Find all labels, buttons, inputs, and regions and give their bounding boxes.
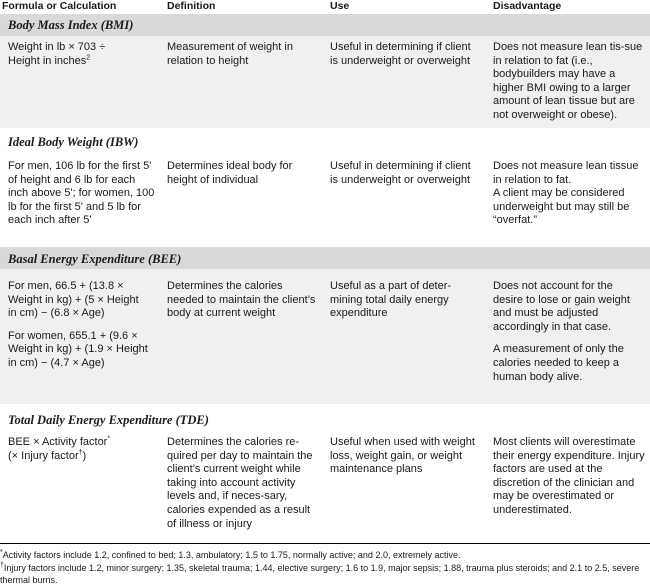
header-formula: Formula or Calculation bbox=[2, 0, 117, 12]
bee-formula-men: For men, 66.5 + (13.8 × Weight in kg) + (5 × Height in cm) − (6.8 × Age) bbox=[8, 280, 139, 320]
bee-disadvantage-1: Does not account for the desire to lose or gain weight and must be adjusted accordingly in that case. bbox=[493, 280, 630, 333]
bee-definition: Determines the calories needed to maintain the client’s body at current weight bbox=[167, 280, 316, 320]
footnote-activity: *Activity factors include 1.2, confined to bed; 1.3, ambulatory; 1.5 to 1.75, normally active; and 2.0, extremely active. bbox=[0, 549, 461, 560]
bee-formula bbox=[8, 280, 148, 371]
bmi-formula: Weight in lb × 703 ÷ Height in inches$^2$ bbox=[8, 41, 106, 67]
ibw-disadvantage-2: A client may be considered underweight but may still be “overfat.” bbox=[493, 187, 630, 227]
section-title-bee: Basal Energy Expenditure (BEE) bbox=[8, 252, 182, 266]
table-bottom-rule bbox=[0, 543, 650, 544]
bee-formula-women: For women, 655.1 + (9.6 × Weight in kg) + (1.9 × Height in cm) − (4.7 × Age) bbox=[8, 329, 148, 369]
ibw-disadvantage-1: Does not measure lean tissue in relation to fat. bbox=[493, 160, 639, 186]
section-title-ibw: Ideal Body Weight (IBW) bbox=[8, 135, 139, 149]
table-header-row bbox=[0, 0, 650, 14]
ibw-use: Useful in determining if client is underweight or overweight bbox=[330, 160, 471, 186]
bmi-definition: Measurement of weight in relation to height bbox=[167, 41, 293, 67]
header-disadvantage: Disadvantage bbox=[493, 0, 562, 12]
bee-disadvantage-2: A measurement of only the calories needed to keep a human body alive. bbox=[493, 343, 624, 383]
footnote-injury: †Injury factors include 1.2, minor surgery; 1.35, skeletal trauma; 1.44, elective surgery; 1.6 to 1.9, major sepsis; 1.88, trauma plus steroids; and 2.1 to 2.5, severe thermal burns. bbox=[0, 562, 640, 585]
header-definition: Definition bbox=[167, 0, 216, 12]
tde-definition: Determines the calories re-quired per day to maintain the client’s current weight while taking into account activity levels and, if neces-sary, calories expended as a result of illness or injury bbox=[167, 436, 313, 530]
section-title-bmi: Body Mass Index (BMI) bbox=[8, 18, 134, 32]
bmi-disadvantage: Does not measure lean tis-sue in relation to fat (i.e., bodybuilders may have a higher BMI owing to a larger amount of lean tissue but are not overweight or obese). bbox=[493, 41, 643, 121]
bee-disadvantage bbox=[493, 280, 645, 384]
ibw-formula: For men, 106 lb for the first 5' of height and 6 lb for each inch above 5'; for women, 100 lb for the first 5' and 5 lb for each inch after 5' bbox=[8, 160, 155, 227]
ibw-disadvantage bbox=[493, 160, 645, 228]
tde-disadvantage: Most clients will overestimate their energy expenditure. Injury factors are used at the discretion of the clinician and may be overestimated or underestimated. bbox=[493, 436, 645, 516]
header-use: Use bbox=[330, 0, 350, 12]
tde-formula: BEE × Activity factor* (× Injury factor†) bbox=[8, 435, 111, 462]
section-title-tde: Total Daily Energy Expenditure (TDE) bbox=[8, 413, 209, 427]
bee-use: Useful as a part of deter-mining total daily energy expenditure bbox=[330, 280, 452, 320]
tde-use: Useful when used with weight loss, weight gain, or weight maintenance plans bbox=[330, 436, 475, 476]
ibw-definition: Determines ideal body for height of individual bbox=[167, 160, 293, 186]
bmi-use: Useful in determining if client is underweight or overweight bbox=[330, 41, 471, 67]
